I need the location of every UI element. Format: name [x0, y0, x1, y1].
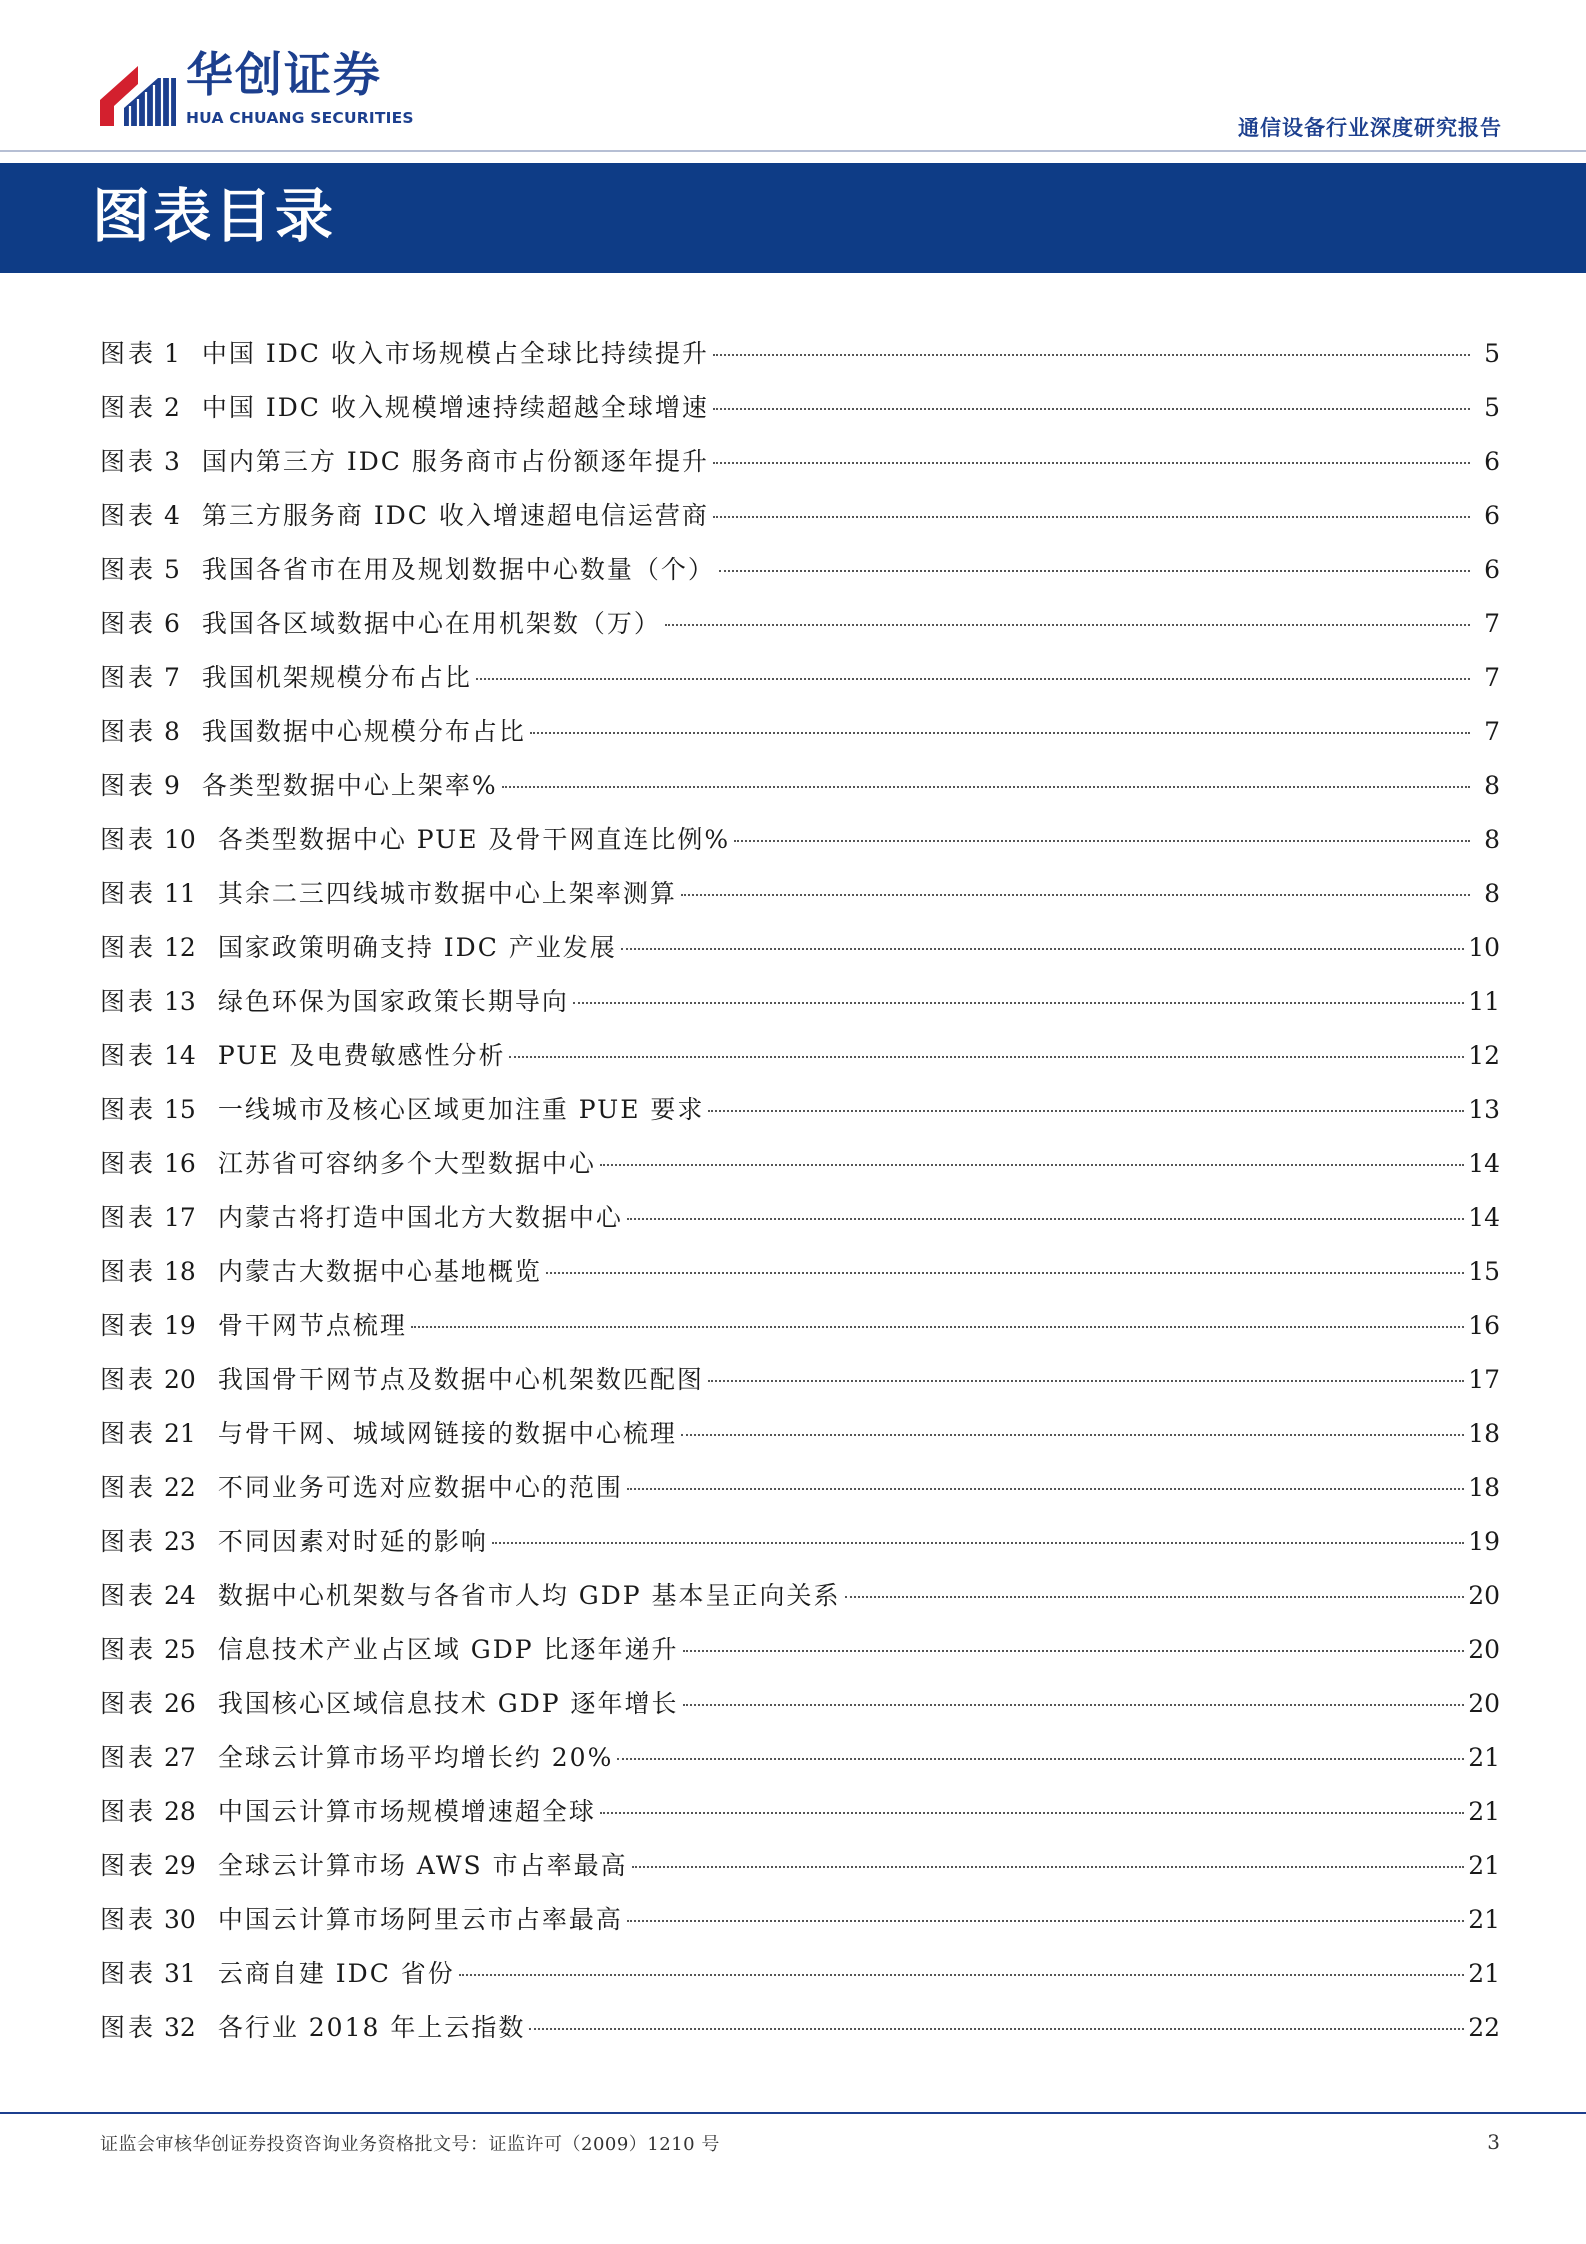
toc-entry[interactable]: [100, 1574, 1500, 1628]
toc-entry-number: 6: [164, 609, 180, 638]
toc-entry[interactable]: [100, 1466, 1500, 1520]
toc-entry-page: 5: [1484, 339, 1500, 368]
toc-dot-leader: [600, 1812, 1464, 1814]
toc-entry-label: 图表 13: [100, 980, 196, 1024]
toc-entry-label: 图表 14: [100, 1034, 196, 1078]
toc-dot-leader: [476, 678, 1470, 680]
toc-entry-label: 图表 11: [100, 872, 196, 916]
toc-entry-page: 17: [1468, 1365, 1500, 1394]
toc-entry-title: 江苏省可容纳多个大型数据中心: [217, 1149, 596, 1178]
title-band: [0, 163, 1586, 273]
toc-entry-number: 4: [164, 501, 180, 530]
toc-entry-label: 图表 31: [100, 1952, 196, 1996]
toc-dot-leader: [529, 2028, 1464, 2030]
toc-entry-title: 我国数据中心规模分布占比: [201, 717, 526, 746]
toc-entry[interactable]: [100, 1736, 1500, 1790]
toc-entry-page: 6: [1484, 555, 1500, 584]
toc-dot-leader: [719, 570, 1470, 572]
toc-dot-leader: [665, 624, 1470, 626]
toc-entry-number: 8: [164, 717, 180, 746]
toc-entry-title: 中国云计算市场规模增速超全球: [217, 1797, 596, 1826]
toc-entry-number: 20: [164, 1365, 196, 1394]
toc-entry-label: 图表 19: [100, 1304, 196, 1348]
toc-entry[interactable]: [100, 656, 1500, 710]
toc-entry[interactable]: [100, 764, 1500, 818]
toc-entry[interactable]: [100, 1628, 1500, 1682]
toc-entry-label: 图表 3: [100, 440, 180, 484]
toc-entry-label: 图表 20: [100, 1358, 196, 1402]
toc-entry[interactable]: [100, 1304, 1500, 1358]
toc-entry-title: 其余二三四线城市数据中心上架率测算: [217, 879, 677, 908]
toc-entry-page: 21: [1468, 1797, 1500, 1826]
toc-dot-leader: [459, 1974, 1464, 1976]
toc-entry-label: 图表 1: [100, 332, 180, 376]
toc-entry-number: 15: [164, 1095, 196, 1124]
toc-entry-number: 32: [164, 2013, 196, 2042]
toc-entry-number: 23: [164, 1527, 196, 1556]
toc-entry-number: 24: [164, 1581, 196, 1610]
toc-entry-title: 国家政策明确支持 IDC 产业发展: [217, 933, 617, 962]
toc-entry-title: 云商自建 IDC 省份: [217, 1959, 455, 1988]
toc-entry-number: 14: [164, 1041, 196, 1070]
toc-entry-title: 我国各省市在用及规划数据中心数量（个）: [201, 555, 715, 584]
toc-entry-page: 19: [1468, 1527, 1500, 1556]
toc-dot-leader: [509, 1056, 1464, 1058]
toc-dot-leader: [617, 1758, 1464, 1760]
toc-entry-title: 全球云计算市场平均增长约 20%: [217, 1743, 614, 1772]
toc-entry-page: 18: [1468, 1473, 1500, 1502]
logo-english-name: HUA CHUANG SECURITIES: [186, 109, 414, 127]
toc-dot-leader: [632, 1866, 1465, 1868]
toc-entry-title: 我国骨干网节点及数据中心机架数匹配图: [217, 1365, 704, 1394]
toc-dot-leader: [683, 1650, 1465, 1652]
toc-dot-leader: [708, 1380, 1464, 1382]
toc-entry-label: 图表 16: [100, 1142, 196, 1186]
toc-dot-leader: [627, 1488, 1464, 1490]
toc-entry-number: 18: [164, 1257, 196, 1286]
toc-dot-leader: [627, 1218, 1464, 1220]
toc-entry-title: 我国机架规模分布占比: [201, 663, 472, 692]
toc-entry[interactable]: [100, 818, 1500, 872]
toc-entry[interactable]: [100, 386, 1500, 440]
toc-dot-leader: [546, 1272, 1464, 1274]
report-type: 通信设备行业深度研究报告: [1238, 116, 1502, 140]
toc-entry-page: 13: [1468, 1095, 1500, 1124]
toc-entry[interactable]: [100, 980, 1500, 1034]
toc-entry-label: 图表 10: [100, 818, 196, 862]
toc-entry[interactable]: [100, 1034, 1500, 1088]
toc-dot-leader: [600, 1164, 1464, 1166]
toc-entry-page: 15: [1468, 1257, 1500, 1286]
toc-entry-title: 中国 IDC 收入规模增速持续超越全球增速: [201, 393, 709, 422]
toc-entry-label: 图表 24: [100, 1574, 196, 1618]
toc-entry[interactable]: [100, 1682, 1500, 1736]
toc-entry-number: 10: [164, 825, 196, 854]
toc-entry-label: 图表 7: [100, 656, 180, 700]
toc-entry[interactable]: [100, 1790, 1500, 1844]
toc-dot-leader: [713, 462, 1470, 464]
toc-entry-page: 18: [1468, 1419, 1500, 1448]
toc-dot-leader: [573, 1002, 1464, 1004]
toc-entry-page: 21: [1468, 1905, 1500, 1934]
toc-entry-label: 图表 28: [100, 1790, 196, 1834]
toc-entry-page: 7: [1484, 663, 1500, 692]
toc-entry[interactable]: [100, 1088, 1500, 1142]
toc-dot-leader: [713, 408, 1470, 410]
toc-dot-leader: [681, 894, 1470, 896]
toc-entry-page: 8: [1484, 771, 1500, 800]
toc-entry-page: 14: [1468, 1203, 1500, 1232]
toc-dot-leader: [681, 1434, 1464, 1436]
footer-divider: [0, 2112, 1586, 2114]
table-of-figures: [100, 332, 1500, 2060]
toc-entry-label: 图表 18: [100, 1250, 196, 1294]
toc-entry-number: 2: [164, 393, 180, 422]
toc-entry-page: 22: [1468, 2013, 1500, 2042]
toc-entry-page: 7: [1484, 717, 1500, 746]
toc-entry-title: 内蒙古大数据中心基地概览: [217, 1257, 542, 1286]
toc-entry-number: 11: [164, 879, 196, 908]
toc-entry-number: 7: [164, 663, 180, 692]
toc-entry-title: 数据中心机架数与各省市人均 GDP 基本呈正向关系: [217, 1581, 841, 1610]
toc-entry-label: 图表 12: [100, 926, 196, 970]
toc-entry[interactable]: [100, 1844, 1500, 1898]
toc-entry-label: 图表 17: [100, 1196, 196, 1240]
toc-entry-page: 10: [1468, 933, 1500, 962]
toc-entry-label: 图表 26: [100, 1682, 196, 1726]
toc-entry-title: 一线城市及核心区域更加注重 PUE 要求: [217, 1095, 705, 1124]
toc-entry[interactable]: [100, 1898, 1500, 1952]
toc-entry-label: 图表 9: [100, 764, 180, 808]
toc-dot-leader: [411, 1326, 1464, 1328]
page-title: 图表目录: [92, 182, 337, 250]
toc-entry-page: 21: [1468, 1851, 1500, 1880]
toc-entry[interactable]: [100, 1412, 1500, 1466]
toc-entry-label: 图表 30: [100, 1898, 196, 1942]
toc-entry-page: 16: [1468, 1311, 1500, 1340]
toc-entry-label: 图表 6: [100, 602, 180, 646]
toc-entry[interactable]: [100, 1358, 1500, 1412]
toc-dot-leader: [627, 1920, 1464, 1922]
toc-entry-page: 11: [1468, 987, 1500, 1016]
toc-entry-title: 不同业务可选对应数据中心的范围: [217, 1473, 623, 1502]
toc-entry-label: 图表 15: [100, 1088, 196, 1132]
toc-entry[interactable]: [100, 440, 1500, 494]
toc-entry-label: 图表 2: [100, 386, 180, 430]
toc-entry-number: 28: [164, 1797, 196, 1826]
toc-entry-page: 14: [1468, 1149, 1500, 1178]
toc-entry[interactable]: [100, 1520, 1500, 1574]
toc-entry-page: 6: [1484, 501, 1500, 530]
toc-entry-label: 图表 22: [100, 1466, 196, 1510]
toc-entry-label: 图表 27: [100, 1736, 196, 1780]
toc-entry-title: 各类型数据中心 PUE 及骨干网直连比例%: [217, 825, 731, 854]
toc-entry[interactable]: [100, 602, 1500, 656]
page-header: [0, 0, 1586, 160]
toc-entry-page: 6: [1484, 447, 1500, 476]
toc-entry-number: 13: [164, 987, 196, 1016]
toc-entry-number: 17: [164, 1203, 196, 1232]
toc-entry-label: 图表 4: [100, 494, 180, 538]
toc-entry-title: 绿色环保为国家政策长期导向: [217, 987, 569, 1016]
toc-entry[interactable]: [100, 710, 1500, 764]
toc-entry-title: 内蒙古将打造中国北方大数据中心: [217, 1203, 623, 1232]
toc-entry-title: 信息技术产业占区域 GDP 比逐年递升: [217, 1635, 679, 1664]
toc-entry-number: 16: [164, 1149, 196, 1178]
footer-license: 证监会审核华创证券投资咨询业务资格批文号：证监许可（2009）1210 号: [100, 2134, 720, 2155]
toc-entry-title: 第三方服务商 IDC 收入增速超电信运营商: [201, 501, 709, 530]
toc-entry[interactable]: [100, 1952, 1500, 2006]
logo-chinese-name: 华创证券: [186, 48, 382, 103]
toc-entry[interactable]: [100, 926, 1500, 980]
toc-entry[interactable]: [100, 332, 1500, 386]
toc-entry-page: 12: [1468, 1041, 1500, 1070]
toc-entry[interactable]: [100, 1250, 1500, 1304]
toc-dot-leader: [530, 732, 1470, 734]
toc-entry-title: PUE 及电费敏感性分析: [217, 1041, 506, 1070]
toc-entry-title: 中国 IDC 收入市场规模占全球比持续提升: [201, 339, 709, 368]
toc-entry-number: 31: [164, 1959, 196, 1988]
toc-dot-leader: [621, 948, 1464, 950]
toc-entry-label: 图表 25: [100, 1628, 196, 1672]
toc-entry-title: 中国云计算市场阿里云市占率最高: [217, 1905, 623, 1934]
toc-entry-number: 30: [164, 1905, 196, 1934]
toc-entry[interactable]: [100, 1196, 1500, 1250]
toc-entry-label: 图表 29: [100, 1844, 196, 1888]
toc-entry-page: 21: [1468, 1959, 1500, 1988]
toc-dot-leader: [492, 1542, 1464, 1544]
toc-dot-leader: [713, 516, 1470, 518]
toc-entry-page: 20: [1468, 1581, 1500, 1610]
toc-entry-number: 3: [164, 447, 180, 476]
toc-dot-leader: [734, 840, 1470, 842]
toc-entry-page: 20: [1468, 1689, 1500, 1718]
toc-entry-title: 我国核心区域信息技术 GDP 逐年增长: [217, 1689, 679, 1718]
toc-entry-page: 7: [1484, 609, 1500, 638]
toc-dot-leader: [708, 1110, 1464, 1112]
toc-entry-title: 不同因素对时延的影响: [217, 1527, 488, 1556]
toc-entry[interactable]: [100, 872, 1500, 926]
toc-entry-label: 图表 5: [100, 548, 180, 592]
toc-dot-leader: [713, 354, 1470, 356]
toc-dot-leader: [683, 1704, 1465, 1706]
toc-entry-number: 22: [164, 1473, 196, 1502]
toc-entry[interactable]: [100, 2006, 1500, 2060]
huachuang-logo-icon: [100, 56, 176, 126]
toc-entry-number: 27: [164, 1743, 196, 1772]
toc-entry-title: 各类型数据中心上架率%: [201, 771, 498, 800]
toc-entry-title: 全球云计算市场 AWS 市占率最高: [217, 1851, 628, 1880]
toc-entry-number: 5: [164, 555, 180, 584]
toc-entry[interactable]: [100, 548, 1500, 602]
toc-dot-leader: [845, 1596, 1465, 1598]
toc-entry-title: 与骨干网、城域网链接的数据中心梳理: [217, 1419, 677, 1448]
toc-entry-page: 21: [1468, 1743, 1500, 1772]
footer-page-number: 3: [1487, 2130, 1500, 2154]
header-divider: [0, 150, 1586, 152]
toc-entry[interactable]: [100, 494, 1500, 548]
toc-entry-page: 20: [1468, 1635, 1500, 1664]
toc-entry-number: 26: [164, 1689, 196, 1718]
toc-entry-number: 19: [164, 1311, 196, 1340]
toc-entry-title: 骨干网节点梳理: [217, 1311, 407, 1340]
toc-entry-number: 21: [164, 1419, 196, 1448]
toc-entry-number: 9: [164, 771, 180, 800]
toc-entry-page: 8: [1484, 825, 1500, 854]
toc-entry-number: 12: [164, 933, 196, 962]
toc-entry-title: 我国各区域数据中心在用机架数（万）: [201, 609, 661, 638]
toc-entry-number: 25: [164, 1635, 196, 1664]
toc-entry[interactable]: [100, 1142, 1500, 1196]
toc-entry-label: 图表 8: [100, 710, 180, 754]
toc-dot-leader: [502, 786, 1470, 788]
toc-entry-page: 5: [1484, 393, 1500, 422]
toc-entry-number: 29: [164, 1851, 196, 1880]
toc-entry-page: 8: [1484, 879, 1500, 908]
toc-entry-label: 图表 23: [100, 1520, 196, 1564]
toc-entry-number: 1: [164, 339, 180, 368]
toc-entry-label: 图表 32: [100, 2006, 196, 2050]
toc-entry-title: 国内第三方 IDC 服务商市占份额逐年提升: [201, 447, 709, 476]
toc-entry-label: 图表 21: [100, 1412, 196, 1456]
toc-entry-title: 各行业 2018 年上云指数: [217, 2013, 526, 2042]
